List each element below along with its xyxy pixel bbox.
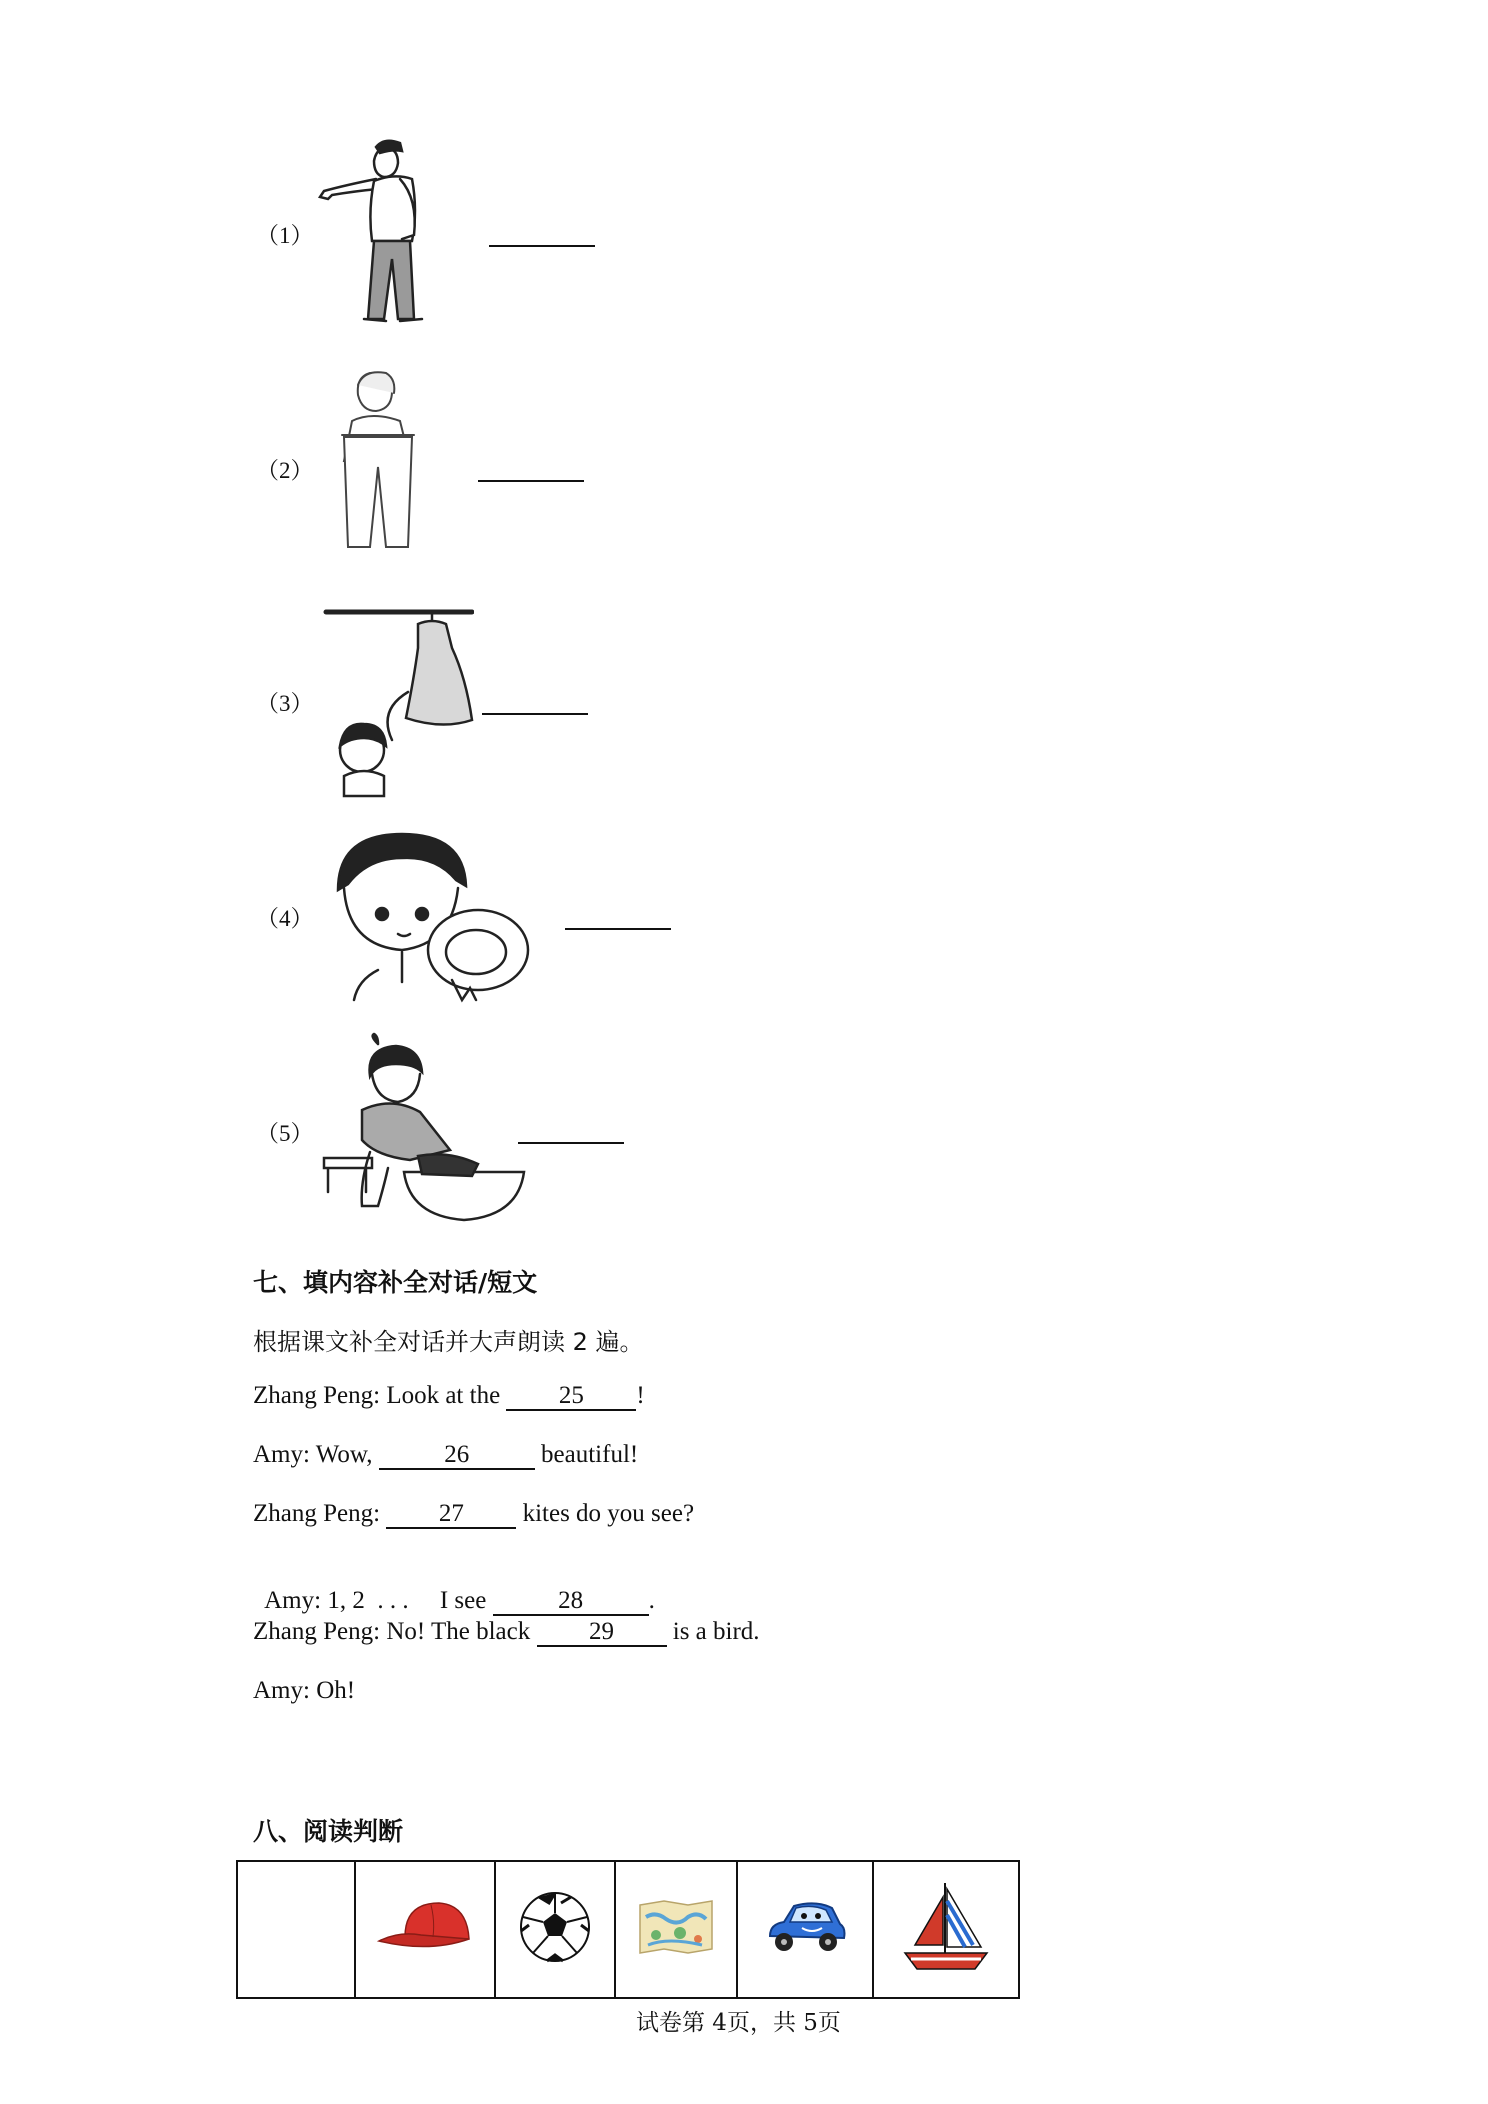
- item-1-answer-blank[interactable]: [489, 245, 595, 247]
- section-8-title: 八、阅读判断: [253, 1817, 404, 1846]
- dialogue-line-4-text: Amy: 1, 2 . . . I see: [264, 1587, 493, 1614]
- girl-with-dress-picture: [322, 600, 474, 800]
- dialogue-line-4: [253, 1559, 655, 1616]
- woman-holding-pants-picture: [322, 365, 447, 560]
- car-icon: [762, 1896, 848, 1958]
- girl-washing-clothes-picture: [318, 1032, 530, 1224]
- empty-cell: [237, 1861, 355, 1998]
- dialogue-line-5: [253, 1618, 760, 1647]
- dialogue-line-1-end: !: [636, 1382, 645, 1409]
- blank-28[interactable]: 28: [493, 1588, 649, 1616]
- blank-29[interactable]: 29: [537, 1619, 667, 1647]
- item-4-answer-blank[interactable]: [565, 928, 671, 930]
- cell-map: [615, 1861, 737, 1998]
- man-pointing-picture: [316, 135, 466, 330]
- section-7-title: 七、填内容补全对话/短文: [253, 1268, 538, 1297]
- item-3-label: （3）: [256, 691, 314, 716]
- blank-27[interactable]: 27: [386, 1501, 516, 1529]
- item-4-label: （4）: [256, 906, 314, 931]
- dialogue-line-5-end: is a bird.: [666, 1618, 760, 1645]
- cap-icon: [375, 1897, 475, 1957]
- dialogue-line-6-text: Amy: Oh!: [253, 1677, 356, 1704]
- item-2-answer-blank[interactable]: [478, 480, 584, 482]
- item-5-label: （5）: [256, 1121, 314, 1146]
- item-2-label: （2）: [256, 458, 314, 483]
- reading-judgement-picture-table: [236, 1860, 1020, 1999]
- dialogue-line-3-text: Zhang Peng:: [253, 1500, 387, 1527]
- dialogue-line-2-text: Amy: Wow,: [253, 1441, 379, 1468]
- cell-ball: [495, 1861, 615, 1998]
- cell-cap: [355, 1861, 495, 1998]
- blank-25[interactable]: 25: [506, 1383, 636, 1411]
- sailboat-icon: [901, 1879, 991, 1975]
- item-3-answer-blank[interactable]: [482, 713, 588, 715]
- dialogue-line-5-text: Zhang Peng: No! The black: [253, 1618, 537, 1645]
- soccer-ball-icon: [517, 1889, 593, 1965]
- item-1-label: （1）: [256, 223, 314, 248]
- dialogue-line-2-end: beautiful!: [534, 1441, 639, 1468]
- cell-car: [737, 1861, 873, 1998]
- girl-with-hat-picture: [318, 830, 530, 1010]
- dialogue-line-3-end: kites do you see?: [516, 1500, 695, 1527]
- dialogue-line-4-end: .: [648, 1587, 655, 1614]
- cell-boat: [873, 1861, 1019, 1998]
- dialogue-line-6: [253, 1677, 355, 1705]
- map-icon: [636, 1899, 716, 1955]
- dialogue-line-1: [253, 1382, 645, 1411]
- dialogue-line-2: [253, 1441, 638, 1470]
- blank-26[interactable]: 26: [379, 1442, 535, 1470]
- item-5-answer-blank[interactable]: [518, 1142, 624, 1144]
- dialogue-line-3: [253, 1500, 694, 1529]
- page-footer: 试卷第 4页，共 5页: [636, 2010, 841, 2036]
- picture-row: [237, 1861, 1019, 1998]
- dialogue-line-1-text: Zhang Peng: Look at the: [253, 1382, 507, 1409]
- section-7-instruction: 根据课文补全对话并大声朗读 2 遍。: [253, 1328, 644, 1356]
